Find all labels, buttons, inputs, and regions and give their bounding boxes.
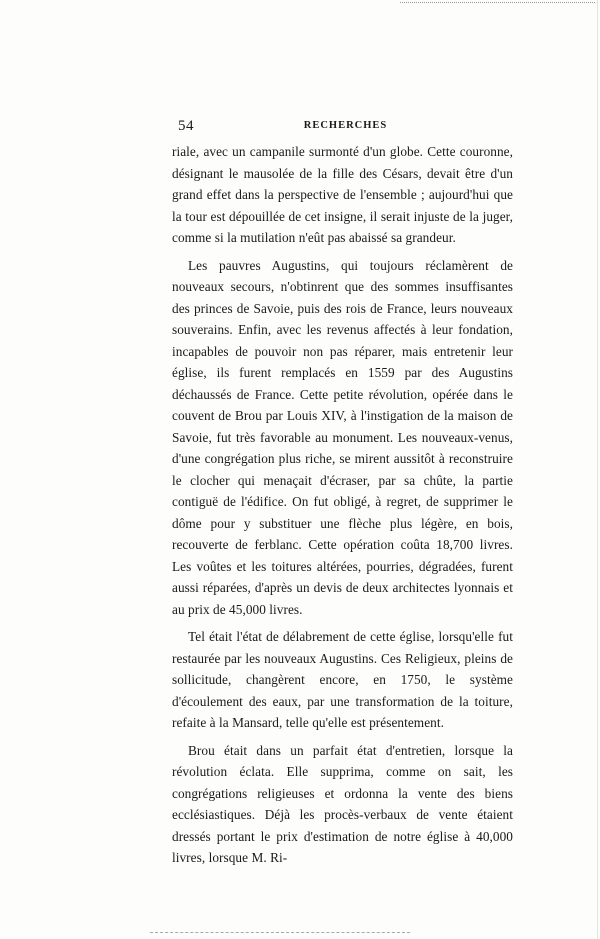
paragraph-revolution: Brou était dans un parfait état d'entretien, lorsque la révolution éclata. Elle supprima, comme on sait, les congrégations religieuses et ordonna la vente des biens ecclésiastiques. Déjà les procès-verbaux de vente étaient dressés portant le prix d'estimation de notre église à 40,000 livres, lorsque M. Ri- — [172, 742, 513, 865]
paragraph-continuation: riale, avec un campanile surmonté d'un globe. Cette couronne, désignant le mausolée de la fille des Césars, devait être d'un grand effet dans la perspective de l'ensemble ; aujourd'hui que la tour est dépouillée de cet insigne, il serait injuste de la juger, comme si la mutilation n'eût pas abaissé sa grandeur. — [172, 144, 513, 245]
page-number: 54 — [178, 118, 194, 134]
top-scan-rule — [400, 2, 595, 3]
page-header — [178, 118, 513, 136]
paragraph-restoration: Tel était l'état de délabrement de cette église, lorsqu'elle fut restaurée par les nouveaux Augustins. Ces Religieux, pleins de sollicitude, changèrent encore, en 1750, le système d'écoulement des eaux, par une transformation de la toiture, refaite à la Mansard, telle qu'elle est présentement. — [172, 629, 513, 730]
paragraph-augustins: Les pauvres Augustins, qui toujours réclamèrent de nouveaux secours, n'obtinrent que des sommes insuffisantes des princes de Savoie, puis des rois de France, leurs nouveaux souverains. Enfin, avec les revenus affectés à leur fondation, incapables de pouvoir non pas réparer, mais entretenir leur église, ils furent remplacés en 1559 par des Augustins déchaussés de France. Cette petite révolution, opérée dans le couvent de Brou par Louis XIV, à l'instigation de la maison de Savoie, fut très favorable au monument. Les nouveaux-venus, d'une congrégation plus riche, se mirent aussitôt à reconstruire le clocher qui menaçait d'écraser, par sa chûte, la partie contiguë de l'édifice. On fut obligé, à regret, de supprimer le dôme pour y substituer une flèche plus légère, en bois, recouverte de ferblanc. Cette opération coûta 18,700 livres. Les voûtes et les toitures altérées, pourries, dégradées, furent aussi réparées, d'après un devis de deux architectes lyonnais et au prix de 45,000 livres. — [172, 257, 513, 617]
body-text — [172, 141, 513, 875]
page-edge — [597, 0, 598, 939]
running-title: RECHERCHES — [303, 120, 388, 131]
bottom-scan-rule — [150, 932, 410, 933]
